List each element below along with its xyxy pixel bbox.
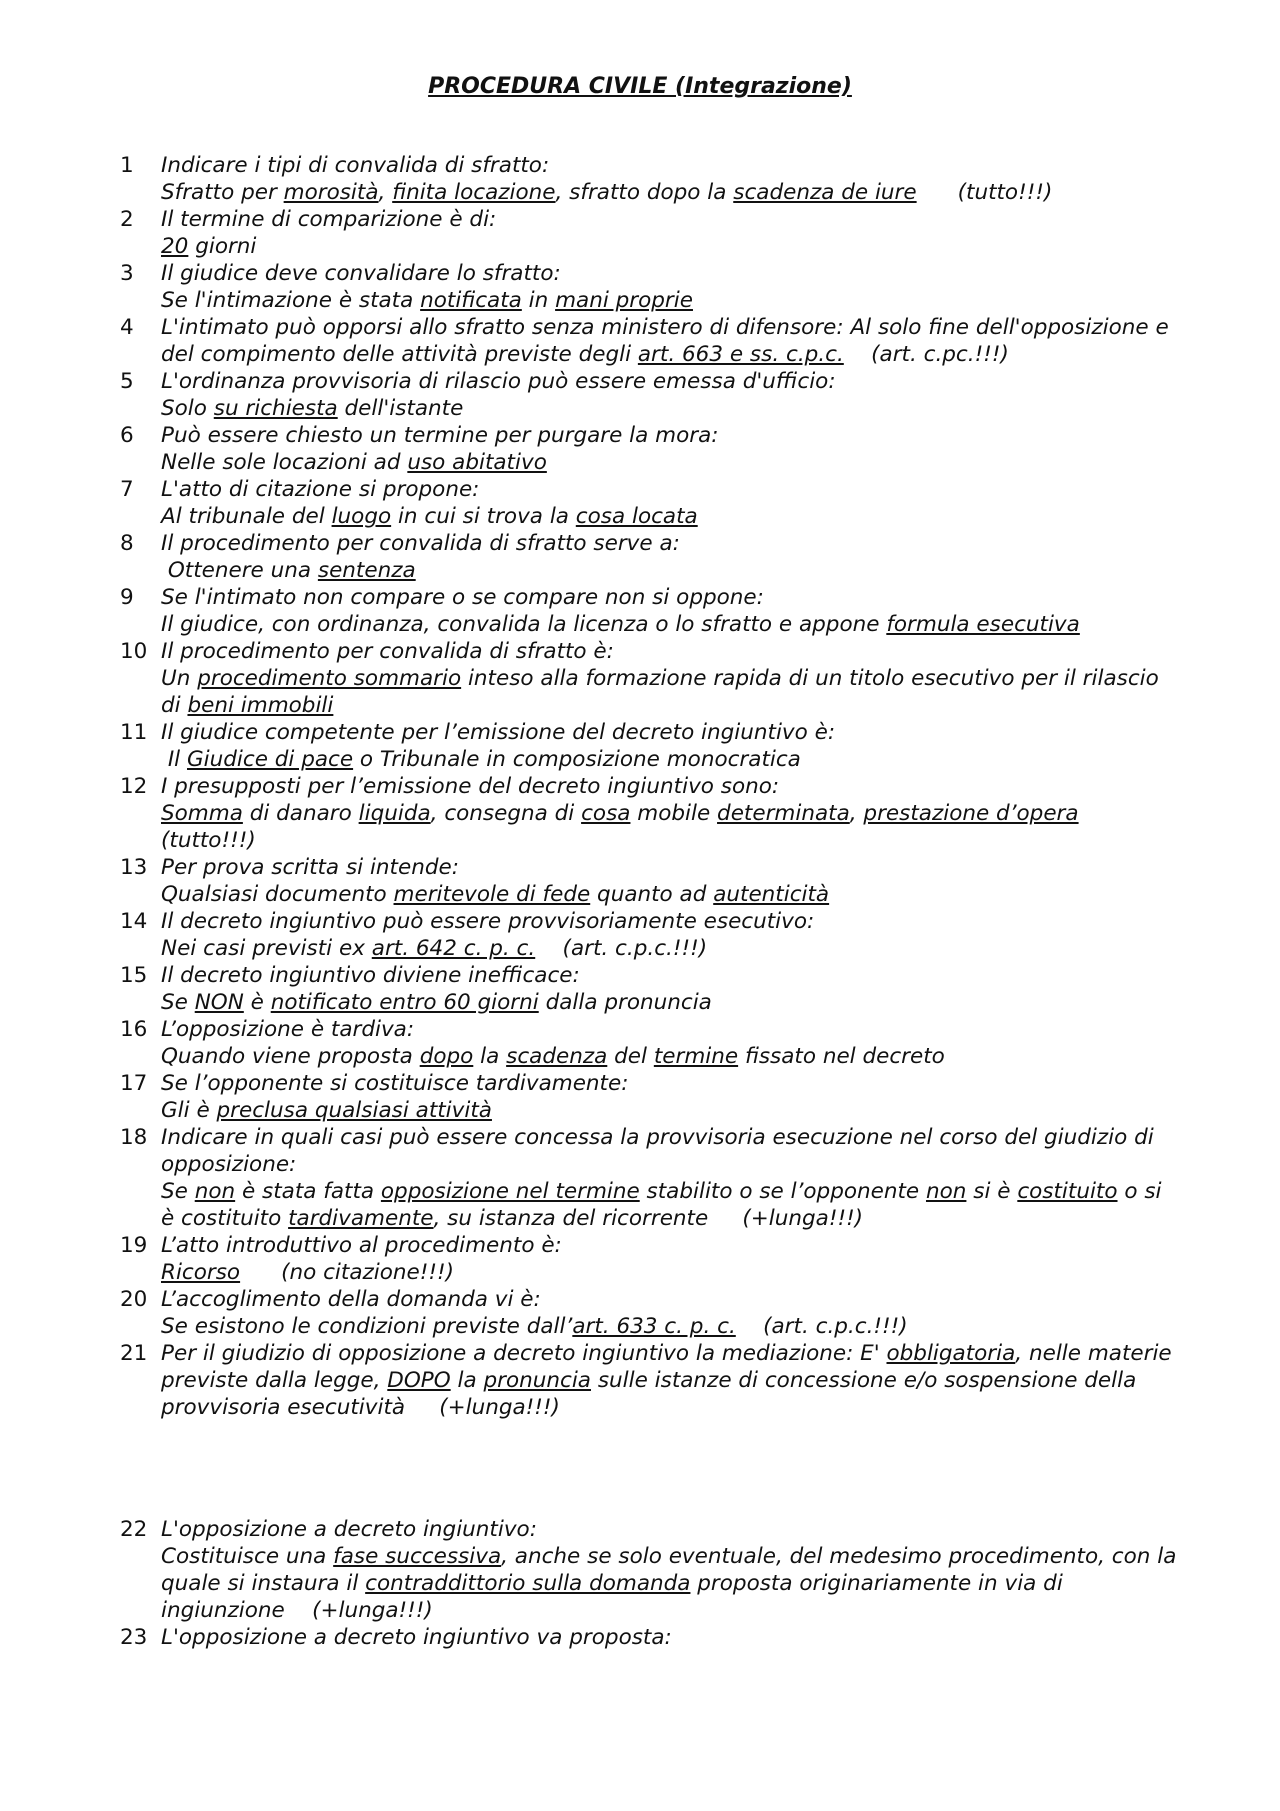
answer-segment: , anche se solo eventuale, del medesimo procedimento, con la quale si instaura il [161,1544,1184,1596]
underlined-term: determinata [717,801,850,826]
list-item [120,530,1180,584]
page-spacer [120,1421,1180,1516]
underlined-term: preclusa qualsiasi attività [216,1098,492,1123]
answer-segment: o si è costituito [161,1179,1169,1231]
answer-text [161,935,1180,962]
underlined-term: art. 642 c. p. c. [371,936,536,961]
answer-text [161,1543,1184,1624]
item-body [161,1124,1180,1232]
answer-segment: Quando viene proposta [161,1044,420,1069]
item-number: 12 [120,774,148,799]
answer-segment: (art. c.p.c.!!!) [735,1314,908,1339]
underlined-term: scadenza de iure [733,180,917,205]
answer-segment: Se esistono le condizioni previste dall’ [161,1314,573,1339]
answer-segment: Costituisce una [161,1544,334,1569]
underlined-term: fase successiva [333,1544,502,1569]
item-body [161,1070,1180,1124]
underlined-term: art. 633 c. p. c. [572,1314,736,1339]
question-text: Se l’opponente si costituisce tardivamente: [161,1071,629,1096]
list-item [120,206,1180,260]
underlined-term: NON [194,990,244,1015]
underlined-term: liquida [358,801,431,826]
answer-segment: di danaro [242,801,359,826]
question-text: L’opposizione è tardiva: [161,1017,415,1042]
item-body [161,476,1180,530]
answer-segment: Qualsiasi documento [161,882,394,907]
item-number: 1 [120,153,134,178]
item-body [161,773,1180,854]
answer-segment: Ottenere una [161,558,318,583]
answer-text [161,449,1180,476]
list-item [120,1232,1180,1286]
answer-text [161,1259,1180,1286]
question-text: Indicare in quali casi può essere concessa la provvisoria esecuzione nel corso del giudizio di opposizione: [161,1125,1154,1177]
answer-text [161,665,1180,719]
answer-segment: in [521,288,556,313]
answer-segment: la [450,1368,484,1393]
answer-segment: Se [161,990,195,1015]
item-number: 11 [120,720,148,745]
underlined-term: Ricorso [161,1260,241,1285]
answer-segment: Sfratto per [161,180,284,205]
item-body [161,962,1180,1016]
underlined-term: obbligatoria [886,1341,1016,1366]
underlined-term: art. 663 e ss. c.p.c. [637,342,844,367]
question-text: Può essere chiesto un termine per purgare la mora: [161,423,719,448]
list-item [120,1124,1180,1232]
underlined-term: non [925,1179,967,1204]
underlined-term: notificato entro 60 giorni [270,990,539,1015]
answer-segment: Il [161,747,187,772]
question-text: L'ordinanza provvisoria di rilascio può essere emessa d'ufficio: [161,369,836,394]
list-item [120,854,1180,908]
item-body [161,719,1180,773]
question-text: L’atto introduttivo al procedimento è: [161,1233,562,1258]
answer-segment: (art. c.p.c.!!!) [535,936,708,961]
answer-segment: dalla pronuncia [538,990,712,1015]
item-number: 5 [120,369,134,394]
item-body [161,1516,1184,1624]
list-item [120,584,1180,638]
answer-text [161,1313,1180,1340]
answer-segment: (tutto!!!) [916,180,1053,205]
list-item [120,962,1180,1016]
item-body [161,1624,1180,1651]
item-number: 20 [120,1287,148,1312]
question-text: Il procedimento per convalida di sfratto serve a: [161,531,680,556]
underlined-term: beni immobili [187,693,334,718]
answer-segment: (art. c.pc.!!!) [843,342,1009,367]
question-text: Il decreto ingiuntivo diviene inefficace: [161,963,580,988]
underlined-term: sentenza [317,558,416,583]
answer-segment: la [473,1044,507,1069]
underlined-term: cosa [581,801,631,826]
answer-text [161,989,1180,1016]
answer-text [161,1043,1180,1070]
item-body [161,908,1180,962]
item-number: 16 [120,1017,148,1042]
item-body [161,260,1180,314]
underlined-term: formula esecutiva [886,612,1080,637]
item-body [161,530,1180,584]
answer-segment: Il giudice, con ordinanza, convalida la licenza o lo sfratto e appone [161,612,887,637]
item-number: 15 [120,963,148,988]
underlined-term: 20 [161,234,189,259]
item-number: 6 [120,423,134,448]
question-text: L'atto di citazione si propone: [161,477,480,502]
underlined-term: notificata [420,288,522,313]
answer-segment: inteso alla formazione rapida di un titolo esecutivo per il rilascio di [161,666,1166,718]
item-number: 13 [120,855,148,880]
answer-segment: stabilito o se l’opponente [639,1179,926,1204]
item-number: 8 [120,531,134,556]
question-list [120,152,1184,1651]
underlined-term: contraddittorio sulla domanda [365,1571,691,1596]
item-body [161,1232,1180,1286]
list-item [120,314,1180,368]
underlined-term: scadenza [506,1044,608,1069]
item-body [161,854,1180,908]
answer-segment: Per il giudizio di opposizione a decreto ingiuntivo la mediazione: E' [161,1341,887,1366]
list-item [120,1624,1180,1651]
question-text: Il decreto ingiuntivo può essere provvisoriamente esecutivo: [161,909,815,934]
question-text: Il giudice competente per l’emissione del decreto ingiuntivo è: [161,720,836,745]
item-number: 14 [120,909,148,934]
underlined-term: morosità [283,180,379,205]
answer-segment: si è [966,1179,1018,1204]
item-number: 22 [120,1517,148,1542]
answer-segment: , nelle materie previste dalla legge, [161,1341,1179,1393]
list-item [120,1070,1180,1124]
answer-segment: Gli è [161,1098,217,1123]
question-text: Il termine di comparizione è di: [161,207,497,232]
underlined-term: DOPO [387,1368,451,1393]
answer-text [161,179,1180,206]
question-text: L'opposizione a decreto ingiuntivo: [161,1517,537,1542]
list-item [120,422,1180,476]
answer-segment: (no citazione!!!) [240,1260,455,1285]
answer-segment: quanto ad [590,882,714,907]
underlined-term: luogo [331,504,392,529]
answer-segment: giorni [188,234,257,259]
underlined-term: finita locazione [392,180,556,205]
underlined-term: autenticità [713,882,830,907]
question-text: Se l'intimato non compare o se compare non si oppone: [161,585,764,610]
answer-text [161,287,1180,314]
answer-segment: Un [161,666,198,691]
item-body [161,638,1180,719]
answer-segment: Se [161,1179,195,1204]
item-body [161,206,1180,260]
answer-text [161,395,1180,422]
answer-segment: Solo [161,396,214,421]
item-body [161,1340,1180,1421]
question-text: Il procedimento per convalida di sfratto è: [161,639,614,664]
item-number: 17 [120,1071,148,1096]
answer-segment: sulle istanze di concessione e/o sospensione della provvisoria esecutività (+lunga!!!) [161,1368,1144,1420]
list-item [120,1340,1180,1421]
underlined-term: non [194,1179,236,1204]
underlined-term: mani proprie [555,288,693,313]
list-item [120,1516,1184,1624]
question-text: L'opposizione a decreto ingiuntivo va proposta: [161,1625,672,1650]
answer-segment: , [849,801,864,826]
list-item [120,368,1180,422]
answer-segment: proposta originariamente in via di ingiunzione (+lunga!!!) [161,1571,1070,1623]
underlined-term: procedimento sommario [197,666,462,691]
answer-segment: Al tribunale del [161,504,332,529]
answer-text [161,314,1180,368]
underlined-term: meritevole di fede [393,882,591,907]
list-item [120,908,1180,962]
item-number: 10 [120,639,148,664]
question-text: L’accoglimento della domanda vi è: [161,1287,541,1312]
underlined-term: opposizione nel termine [380,1179,640,1204]
list-item [120,773,1180,854]
underlined-term: Somma [161,801,243,826]
question-text: Indicare i tipi di convalida di sfratto: [161,153,550,178]
underlined-term: dopo [419,1044,474,1069]
answer-segment: in cui si trova la [391,504,576,529]
item-number: 23 [120,1625,148,1650]
list-item [120,638,1180,719]
item-body [161,152,1180,206]
answer-segment: L'intimato può opporsi allo sfratto senza ministero di difensore: Al solo fine dell'opposizione e del compimento delle attività previste degli [161,315,1176,367]
answer-text [161,233,1180,260]
answer-segment: , su istanza del ricorrente (+lunga!!!) [433,1206,864,1231]
list-item [120,152,1180,206]
answer-segment: Nelle sole locazioni ad [161,450,408,475]
answer-segment: è [243,990,271,1015]
answer-text [161,1340,1180,1421]
item-body [161,368,1180,422]
question-text: Per prova scritta si intende: [161,855,459,880]
answer-text [161,503,1180,530]
answer-segment: o Tribunale in composizione monocratica [353,747,801,772]
item-number: 2 [120,207,134,232]
list-item [120,1286,1180,1340]
underlined-term: su richiesta [213,396,338,421]
underlined-term: Giudice di pace [187,747,354,772]
underlined-term: prestazione d’opera [863,801,1079,826]
item-number: 3 [120,261,134,286]
answer-segment: mobile [630,801,718,826]
item-body [161,422,1180,476]
item-body [161,1016,1180,1070]
underlined-term: cosa locata [575,504,698,529]
item-body [161,1286,1180,1340]
item-number: 4 [120,315,134,340]
question-text: I presupposti per l’emissione del decreto ingiuntivo sono: [161,774,780,799]
answer-text [161,746,1180,773]
item-body [161,314,1180,368]
answer-text [161,557,1180,584]
answer-text [161,611,1180,638]
answer-text [161,881,1180,908]
answer-text [161,800,1180,854]
answer-segment: del [607,1044,654,1069]
underlined-term: tardivamente [288,1206,434,1231]
item-number: 18 [120,1125,148,1150]
answer-text [161,1178,1180,1232]
item-number: 9 [120,585,134,610]
answer-segment: fissato nel decreto [738,1044,945,1069]
item-number: 21 [120,1341,148,1366]
item-body [161,584,1180,638]
list-item [120,719,1180,773]
question-text: Il giudice deve convalidare lo sfratto: [161,261,561,286]
underlined-term: uso abitativo [407,450,547,475]
answer-text [161,1097,1180,1124]
answer-segment: è stata fatta [235,1179,381,1204]
list-item [120,1016,1180,1070]
answer-segment: Se l'intimazione è stata [161,288,421,313]
underlined-term: pronuncia [483,1368,591,1393]
answer-segment: (tutto!!!) [161,801,1086,853]
answer-segment: , sfratto dopo la [555,180,734,205]
underlined-term: costituito [1017,1179,1118,1204]
page-title: PROCEDURA CIVILE (Integrazione) [428,74,852,99]
answer-segment: Nei casi previsti ex [161,936,372,961]
list-item [120,260,1180,314]
underlined-term: termine [653,1044,739,1069]
item-number: 19 [120,1233,148,1258]
answer-segment: , consegna di [430,801,582,826]
item-number: 7 [120,477,134,502]
list-item [120,476,1180,530]
answer-segment: dell'istante [337,396,464,421]
answer-segment: , [378,180,393,205]
